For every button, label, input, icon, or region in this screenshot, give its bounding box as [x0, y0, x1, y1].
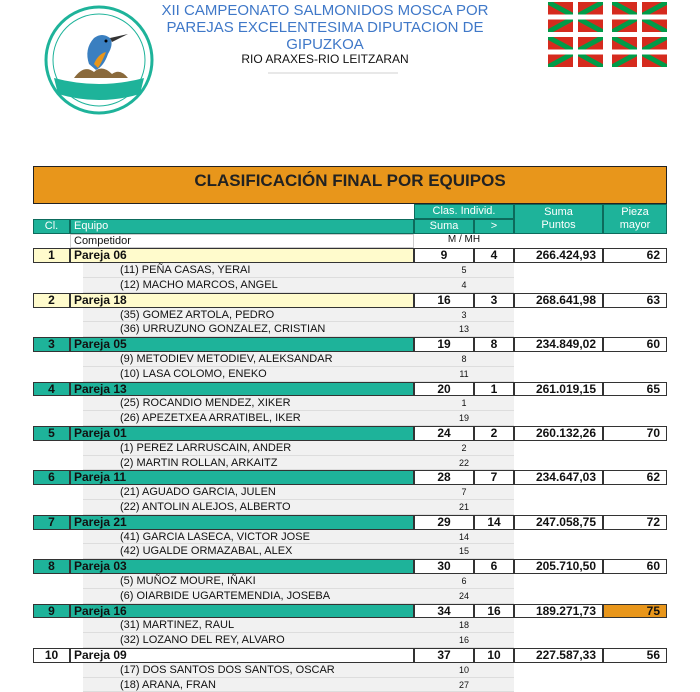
member-row: [33, 633, 667, 648]
team-rank: 3: [33, 337, 70, 352]
member-position: 3: [414, 308, 514, 323]
member-row: [33, 530, 667, 545]
team-rank: 8: [33, 559, 70, 574]
team-best-position: 4: [474, 248, 514, 263]
member-row: [33, 278, 667, 293]
table-body: [33, 248, 667, 692]
member-position: 27: [414, 678, 514, 692]
member-position: 22: [414, 456, 514, 471]
member-row: [33, 544, 667, 559]
member-name: (21) AGUADO GARCIA, JULEN: [83, 485, 414, 500]
pieza-mayor-header: Pieza mayor: [603, 204, 667, 234]
member-position: 5: [414, 263, 514, 278]
team-rank: 5: [33, 426, 70, 441]
member-position: 11: [414, 367, 514, 382]
member-row: [33, 308, 667, 323]
title-line-2: PAREJAS EXCELENTESIMA DIPUTACION DE: [160, 19, 490, 36]
member-position: 16: [414, 633, 514, 648]
member-position: 19: [414, 411, 514, 426]
team-points: 261.019,15: [514, 382, 603, 397]
member-name: (9) METODIEV METODIEV, ALEKSANDAR: [83, 352, 414, 367]
team-best-position: 6: [474, 559, 514, 574]
member-row: [33, 411, 667, 426]
team-points: 260.132,26: [514, 426, 603, 441]
team-suma: 37: [414, 648, 474, 663]
team-row: [33, 559, 667, 574]
team-points: 234.647,03: [514, 470, 603, 485]
team-biggest-fish: 65: [603, 382, 667, 397]
team-biggest-fish: 62: [603, 248, 667, 263]
member-position: 15: [414, 544, 514, 559]
member-name: (36) URRUZUNO GONZALEZ, CRISTIAN: [83, 322, 414, 337]
team-suma: 29: [414, 515, 474, 530]
ranking-table: [33, 166, 667, 692]
team-row: [33, 382, 667, 397]
team-biggest-fish: 72: [603, 515, 667, 530]
team-row: [33, 470, 667, 485]
m-mh-header: M / MH: [414, 234, 514, 249]
team-best-position: 16: [474, 604, 514, 619]
championship-title: [160, 2, 490, 53]
member-name: (1) PEREZ LARRUSCAIN, ANDER: [83, 441, 414, 456]
team-biggest-fish: 63: [603, 293, 667, 308]
team-suma: 24: [414, 426, 474, 441]
clas-individ-header: Clas. Individ.: [414, 204, 514, 219]
header-row-1: [33, 204, 667, 219]
cl-header: Cl.: [33, 219, 70, 234]
member-row: [33, 352, 667, 367]
team-points: 234.849,02: [514, 337, 603, 352]
team-points: 247.058,75: [514, 515, 603, 530]
member-name: (10) LASA COLOMO, ENEKO: [83, 367, 414, 382]
member-position: 6: [414, 574, 514, 589]
team-name: Pareja 09: [70, 648, 414, 663]
team-row: [33, 337, 667, 352]
member-row: [33, 663, 667, 678]
team-suma: 19: [414, 337, 474, 352]
team-name: Pareja 01: [70, 426, 414, 441]
member-position: 1: [414, 396, 514, 411]
member-position: 14: [414, 530, 514, 545]
member-row: [33, 678, 667, 692]
team-biggest-fish: 62: [603, 470, 667, 485]
team-best-position: 14: [474, 515, 514, 530]
member-name: (6) OIARBIDE UGARTEMENDIA, JOSEBA: [83, 589, 414, 604]
header-row-2: [33, 219, 667, 234]
member-name: (2) MARTIN ROLLAN, ARKAITZ: [83, 456, 414, 471]
team-biggest-fish: 60: [603, 559, 667, 574]
team-row: [33, 426, 667, 441]
member-row: [33, 574, 667, 589]
member-position: 24: [414, 589, 514, 604]
member-name: (35) GOMEZ ARTOLA, PEDRO: [83, 308, 414, 323]
team-suma: 9: [414, 248, 474, 263]
faded-text-mark: [268, 70, 398, 76]
ikurrina-flag-icon: [612, 2, 667, 32]
member-row: [33, 441, 667, 456]
team-name: Pareja 16: [70, 604, 414, 619]
team-suma: 34: [414, 604, 474, 619]
member-name: (5) MUÑOZ MOURE, IÑAKI: [83, 574, 414, 589]
team-suma: 20: [414, 382, 474, 397]
team-suma: 30: [414, 559, 474, 574]
suma-puntos-header: Suma Puntos: [514, 204, 603, 234]
member-row: [33, 618, 667, 633]
member-row: [33, 485, 667, 500]
team-best-position: 7: [474, 470, 514, 485]
member-name: (12) MACHO MARCOS, ANGEL: [83, 278, 414, 293]
team-name: Pareja 18: [70, 293, 414, 308]
member-position: 10: [414, 663, 514, 678]
team-rank: 4: [33, 382, 70, 397]
member-position: 8: [414, 352, 514, 367]
team-row: [33, 515, 667, 530]
team-best-position: 3: [474, 293, 514, 308]
team-best-position: 1: [474, 382, 514, 397]
team-points: 268.641,98: [514, 293, 603, 308]
member-row: [33, 500, 667, 515]
team-row: [33, 604, 667, 619]
member-name: (32) LOZANO DEL REY, ALVARO: [83, 633, 414, 648]
member-row: [33, 322, 667, 337]
team-name: Pareja 11: [70, 470, 414, 485]
ikurrina-flag-icon: [548, 37, 603, 67]
team-biggest-fish: 75: [603, 604, 667, 619]
team-points: 266.424,93: [514, 248, 603, 263]
suma-header: Suma: [414, 219, 474, 234]
competidor-header: Competidor: [70, 234, 414, 249]
team-points: 205.710,50: [514, 559, 603, 574]
team-name: Pareja 06: [70, 248, 414, 263]
member-position: 4: [414, 278, 514, 293]
ikurrina-flag-icon: [548, 2, 603, 32]
member-name: (42) UGALDE ORMAZABAL, ALEX: [83, 544, 414, 559]
member-name: (18) ARANA, FRAN: [83, 678, 414, 692]
team-rank: 7: [33, 515, 70, 530]
venue-subtitle: RIO ARAXES-RIO LEITZARAN: [160, 52, 490, 66]
team-rank: 6: [33, 470, 70, 485]
ikurrina-flag-icon: [612, 37, 667, 67]
team-name: Pareja 13: [70, 382, 414, 397]
table-banner: CLASIFICACIÓN FINAL POR EQUIPOS: [33, 166, 667, 204]
team-name: Pareja 05: [70, 337, 414, 352]
title-line-1: XII CAMPEONATO SALMONIDOS MOSCA POR: [160, 2, 490, 19]
federation-logo: [44, 4, 154, 116]
member-name: (22) ANTOLIN ALEJOS, ALBERTO: [83, 500, 414, 515]
team-points: 227.587,33: [514, 648, 603, 663]
member-position: 2: [414, 441, 514, 456]
team-row: [33, 248, 667, 263]
member-name: (31) MARTINEZ, RAUL: [83, 618, 414, 633]
team-rank: 9: [33, 604, 70, 619]
member-position: 7: [414, 485, 514, 500]
team-name: Pareja 21: [70, 515, 414, 530]
team-biggest-fish: 56: [603, 648, 667, 663]
member-row: [33, 589, 667, 604]
member-row: [33, 263, 667, 278]
member-position: 13: [414, 322, 514, 337]
header-row-3: [33, 234, 667, 249]
team-biggest-fish: 60: [603, 337, 667, 352]
member-name: (25) ROCANDIO MENDEZ, XIKER: [83, 396, 414, 411]
team-best-position: 10: [474, 648, 514, 663]
gt-header: >: [474, 219, 514, 234]
member-name: (41) GARCIA LASECA, VICTOR JOSE: [83, 530, 414, 545]
team-row: [33, 293, 667, 308]
team-rank: 1: [33, 248, 70, 263]
team-best-position: 2: [474, 426, 514, 441]
team-biggest-fish: 70: [603, 426, 667, 441]
equipo-header: Equipo: [70, 219, 414, 234]
member-position: 21: [414, 500, 514, 515]
member-position: 18: [414, 618, 514, 633]
member-name: (11) PEÑA CASAS, YERAI: [83, 263, 414, 278]
member-row: [33, 396, 667, 411]
team-points: 189.271,73: [514, 604, 603, 619]
member-row: [33, 367, 667, 382]
member-row: [33, 456, 667, 471]
title-line-3: GIPUZKOA: [160, 36, 490, 53]
team-suma: 16: [414, 293, 474, 308]
team-row: [33, 648, 667, 663]
member-name: (26) APEZETXEA ARRATIBEL, IKER: [83, 411, 414, 426]
team-rank: 10: [33, 648, 70, 663]
page-header: [0, 0, 700, 160]
member-name: (17) DOS SANTOS DOS SANTOS, OSCAR: [83, 663, 414, 678]
team-suma: 28: [414, 470, 474, 485]
team-name: Pareja 03: [70, 559, 414, 574]
team-best-position: 8: [474, 337, 514, 352]
team-rank: 2: [33, 293, 70, 308]
